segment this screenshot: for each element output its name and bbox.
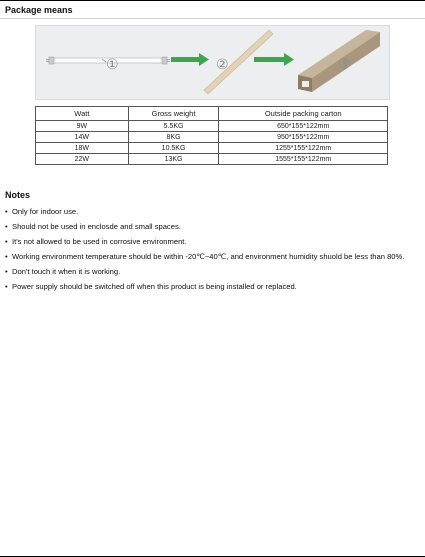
note-item: • It's not allowed to be used in corrosive environment.: [5, 234, 419, 249]
cell-watt: 22W: [36, 154, 129, 165]
top-border: [0, 0, 425, 1]
cell-gross-weight: 10.5KG: [128, 143, 219, 154]
cell-carton-size: 1255*155*122mm: [219, 143, 388, 154]
table-row: [36, 154, 388, 165]
notes-list: [5, 204, 419, 294]
arrow-right-icon: [254, 53, 294, 66]
table-row: [36, 121, 388, 132]
table-row: [36, 132, 388, 143]
cell-carton-size: 650*155*122mm: [219, 121, 388, 132]
note-item: • Should not be used in enclosde and small spaces.: [5, 219, 419, 234]
column-header-gross-weight: Gross weight: [128, 107, 219, 121]
step-3-label: ③: [338, 57, 351, 73]
package-section-title: Package means: [5, 5, 73, 15]
package-illustration: [35, 25, 390, 100]
table-row: [36, 143, 388, 154]
cell-watt: 9W: [36, 121, 129, 132]
cell-gross-weight: 5.5KG: [128, 121, 219, 132]
notes-section-title: Notes: [5, 190, 31, 200]
step-1-label: ①: [106, 57, 119, 73]
cell-watt: 18W: [36, 143, 129, 154]
note-item: • Power supply should be switched off when this product is being installed or replaced.: [5, 279, 419, 294]
package-spec-table: [35, 106, 388, 165]
cell-carton-size: 950*155*122mm: [219, 132, 388, 143]
column-header-watt: Watt: [36, 107, 129, 121]
table-header-row: [36, 107, 388, 121]
note-item: • Don't touch it when it is working.: [5, 264, 419, 279]
arrow-right-icon: [171, 53, 209, 66]
column-header-carton: Outside packing carton: [219, 107, 388, 121]
title-divider: [0, 18, 425, 19]
cell-watt: 14W: [36, 132, 129, 143]
cell-gross-weight: 8KG: [128, 132, 219, 143]
cell-gross-weight: 13KG: [128, 154, 219, 165]
note-item: • Only for indoor use.: [5, 204, 419, 219]
package-steps-graphic: [36, 26, 389, 99]
note-item: • Working environment temperature should be within -20℃~40℃, and environment humidity shuold be less than 80%.: [5, 249, 419, 264]
cell-carton-size: 1555*155*122mm: [219, 154, 388, 165]
step-2-label: ②: [216, 57, 229, 73]
